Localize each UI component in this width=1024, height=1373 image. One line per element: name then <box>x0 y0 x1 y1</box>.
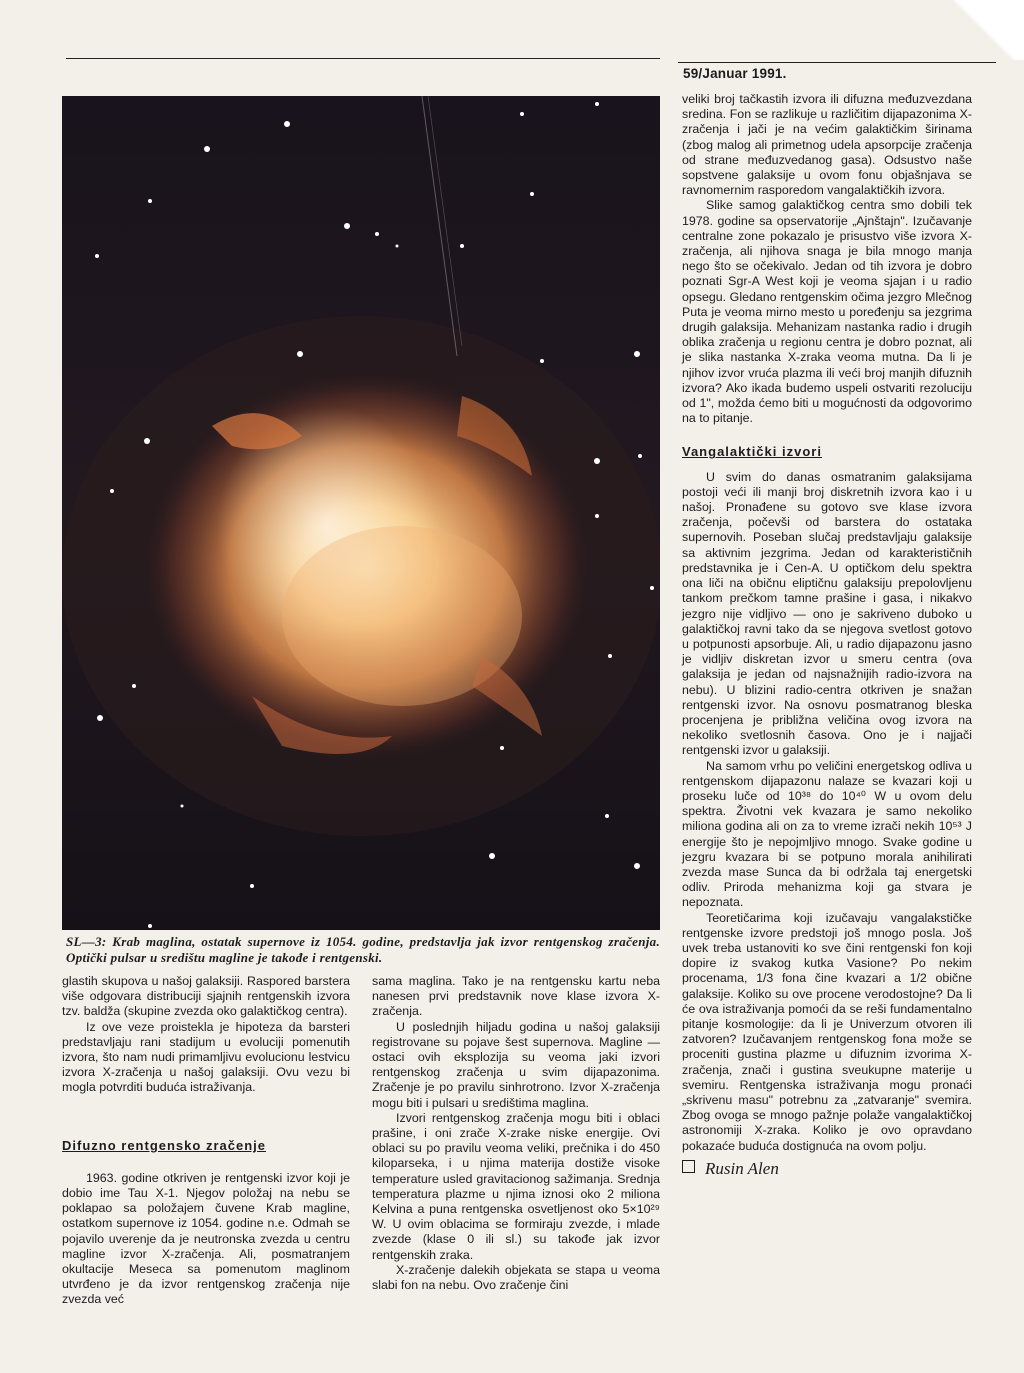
header-rule-left <box>66 58 660 59</box>
middle-paragraph-1: sama maglina. Tako je na rentgensku kartu neba nanesen prvi predstavnik nove klase izvora X-zračenja. <box>372 974 660 1019</box>
page-corner-fold <box>944 0 1024 60</box>
square-bullet-icon <box>682 1160 695 1173</box>
right-paragraph-3: U svim do danas osmatranim galaksijama postoji veći ili manji broj diskretnih izvora kao i u našoj. Pronađene su gotovo sve klase izvora zračenja, počevši od barstera do ostataka supernovih. Poseban slučaj predstavljaju galaksije sa aktivnim jezgrima. Jedan od karakterističnih predstavnika je i Cen-A. U optičkom delu spektra ona liči na običnu eliptičnu galaksiju prepolovljenu tankom prečkom tamne prašine i gasa, i nikakvo jezgro nije vidljivo — ono je sakriveno duboko u galaktičkoj ravni tako da se njegova svetlost gotovo u potpunosti apsorbuje. Ali, u radio dijapazonu jasno je vidljiv diskretan izvor u smeru centra (ova galaksija je jedan od najsnažnijih radio-izvora na nebu). U blizini radio-centra otkriven je snažan rentgenski izvor. Na osnovu posmatranog bleska procenjena je približna veličina ovog izvora na nekoliko svetlosnih časova. Ono je i najjači rentgenski izvor u galaksiji. <box>682 469 972 758</box>
right-paragraph-2: Slike samog galaktičkog centra smo dobili tek 1978. godine sa opservatorije „Ajnštajn". Izučavanje centralne zone pokazalo je prisustvo više izvora X-zračenja, ali njihova snaga je bila mnogo manja nego što se očekivalo. Jedan od tih izvora je dobro poznati Sgr-A West koji je veoma sjajan i u radio opsegu. Gledano rentgenskim očima jezgro Mlečnog Puta je veoma mirno mesto u poređenju sa jezgrima drugih galaksija. Mehanizam nastanka radio i drugih oblika zračenja u regionu centra je dobro poznat, ali je slika nastanka X-zraka veoma mutna. Da li je njihov izvor vruća plazma ili veći broj manjih difuznih izvora? Ako ikada budemo uspeli ostvariti rezoluciju od 1", možda ćemo biti u mogućnosti da odgovorimo na to pitanje. <box>682 198 972 426</box>
middle-paragraph-3: Izvori rentgenskog zračenja mogu biti i oblaci prašine, i oni zrače X-zrake niske energije. Ovi oblaci su po pravilu veoma veliki, prečnika i do 450 kiloparseka, i u njima materija dostiže visoke temperature usled gravitacionog sažimanja. Srednja temperatura plazme u njima iznosi oko 2 miliona Kelvina a puna rentgenska osvetljenost oko 5×10²⁹ W. U ovim oblacima se formiraju zvezde, i mlade zvezde (klase 0 ili sl.) su takođe jak izvor rentgenskih zraka. <box>372 1110 660 1262</box>
left-paragraph-3: 1963. godine otkriven je rentgenski izvor koji je dobio ime Tau X-1. Njegov položaj na nebu se poklapao sa položajem čuvene Krab magline, ostatkom supernove iz 1054. godine n.e. Odmah se pojavilo uverenje da je neutronska zvezda u centru magline izvor X-zračenja. Ali, posmatranjem okultacije Meseca sa pomenutom maglinom utvrđeno je da izvor rentgenskog zračenja nije zvezda već <box>62 1170 350 1307</box>
header-rule-right <box>678 62 996 63</box>
author-signature <box>682 1160 972 1176</box>
left-column <box>62 974 350 1308</box>
right-paragraph-1: veliki broj tačkastih izvora ili difuzna međuzvezdana sredina. Fon se razlikuje u različitim dijapazonima X-zračenja i jači je na većim galaktičkim širinama (zbog malog ali primetnog udela apsorpcije zračenja od strane međuzvedanog gasa). Odsustvo naše sopstvene galaksije u ovom fonu objašnjava se ravnomernim rasporedom vangalaktičkih izvora. <box>682 92 972 198</box>
left-paragraph-2: Iz ove veze proistekla je hipoteza da barsteri predstavljaju rani stadijum u evoluciji pomenutih izvora, što nam nudi primamljivu evolucionu lestvicu izvora X-zračenja u našoj galaksiji. Ovu vezu bi mogla potvrditi buduća istraživanja. <box>62 1019 350 1095</box>
nebula-illustration <box>62 96 660 930</box>
right-paragraph-5: Teoretičarima koji izučavaju vangalakstičke rentgenske izvore predstoji još mnogo posla. Još uvek treba ustanoviti ko sve čini rentgenski fon koji dopire iz svakog kutka Vasione? Po nekim procenama, 1/3 fona čine kvazari a 1/2 obične galaksije. Koliko su ove procene verodostojne? Da li će ova istraživanja pomoći da se reši fundamentalno pitanje kosmologije: da li je Univerzum otvoren ili zatvoren? Izučavanjem rentgenskog fona može se proceniti gustina plazme u difuznim izvorima X-zračenja, znači i gustina sveukupne materije u svemiru. Rentgenska istraživanja mogu pronaći „skrivenu masu" potrebnu za „zatvaranje" svemira. Zbog ovoga se mnogo pažnje polaže vangalaktičkoj astronomiji X-zraka. Koliko je ovo opravdano pokazaće buduća dostignuća na ovom polju. <box>682 910 972 1153</box>
left-paragraph-1: glastih skupova u našoj galaksiji. Raspored barstera više odgovara distribuciji sjajnih rentgenskih izvora tzv. baldža (skupine zvezda oko galaktičkog centra). <box>62 974 350 1019</box>
right-column <box>682 92 972 1176</box>
crab-nebula-photo <box>62 96 660 930</box>
section-heading-diffuse: Difuzno rentgensko zračenje <box>62 1137 266 1153</box>
figure-caption: SL—3: Krab maglina, ostatak supernove iz 1054. godine, predstavlja jak izvor rentgenskog zračenja. Optički pulsar u središtu magline je takođe i rentgenski. <box>66 934 660 965</box>
middle-paragraph-4: X-zračenje dalekih objekata se stapa u veoma slabi fon na nebu. Ovo zračenje čini <box>372 1262 660 1293</box>
right-paragraph-4: Na samom vrhu po veličini energetskog odliva u rentgenskom dijapazonu nalaze se kvazari koji u proseku luče od 10³⁸ do 10⁴⁰ W u ovom delu spektra. Životni vek kvazara je samo nekoliko miliona godina ali on za to vreme izrači nekih 10⁵³ J energije što je nepojmljivo mnogo. Svake godine u jezgru kvazara bi se potpuno morala anihilirati zvezda mase Sunca da bi održala taj energetski odliv. Priroda mehanizma koji ga stvara je nepoznata. <box>682 758 972 910</box>
author-name: Rusin Alen <box>705 1158 779 1178</box>
middle-column <box>372 974 660 1293</box>
issue-label: 59/Januar 1991. <box>683 66 787 81</box>
section-heading-extragalactic: Vangalaktički izvori <box>682 444 822 460</box>
middle-paragraph-2: U poslednjih hiljadu godina u našoj galaksiji registrovane su pojave šest supernova. Magline — ostaci ovih eksplozija su veoma jaki izvori rentgenskog zračenja u svim dijapazonima. Zračenje je po pravilu sinhrotrono. Izvor X-zračenja mogu biti i pulsari u središtima maglina. <box>372 1019 660 1110</box>
